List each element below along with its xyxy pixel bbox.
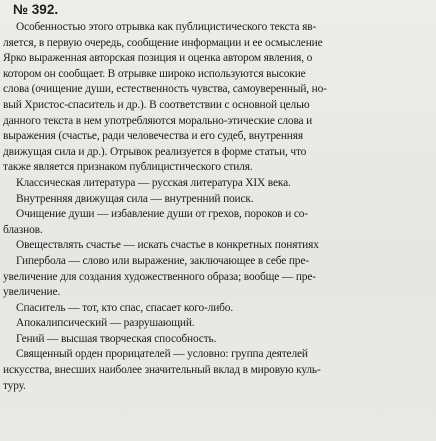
text-line: данного текста в нем употребляются морально-этические слова и — [3, 114, 313, 127]
text-line: котором он сообщает. В отрывке широко используются высокие — [3, 67, 306, 80]
text-line: Очищение души — избавление души от грехов, пороков и со- — [16, 208, 308, 221]
answer-text — [3, 20, 433, 394]
text-line: ляется, в первую очередь, сообщение информации и ее осмысление — [3, 36, 323, 49]
text-line: Гений — высшая творческая способность. — [16, 332, 217, 345]
text-line: Спаситель — тот, кто спас, спасает кого-либо. — [16, 301, 234, 314]
text-line: искусства, внесших наиболее значительный вклад в мировую куль- — [3, 364, 321, 377]
text-line: увеличение. — [3, 286, 61, 299]
text-line: Овеществлять счастье — искать счастье в конкретных понятиях — [16, 239, 319, 252]
text-line: вый Христос-спаситель и др.). В соответствии с основной целью — [3, 98, 310, 111]
text-line: также является признаком публицистического стиля. — [3, 161, 253, 174]
text-line: слова (очищение души, естественность чувства, самоуверенный, но- — [3, 83, 327, 96]
text-line: Внутренняя движущая сила — внутренний поиск. — [16, 192, 254, 205]
text-line: туру. — [3, 379, 26, 392]
exercise-number: № 392. — [13, 2, 59, 17]
text-line: блазнов. — [3, 223, 43, 236]
text-line: движущая сила и др.). Отрывок реализуется в форме статьи, что — [3, 145, 307, 158]
text-line: Апокалипсический — разрушающий. — [16, 317, 195, 330]
text-line: Священный орден прорицателей — условно: группа деятелей — [16, 348, 308, 361]
text-line: Особенностью этого отрывка как публицистического текста яв- — [16, 21, 317, 33]
text-line: выражения (счастье, ради человечества и его судеб, внутренняя — [3, 130, 303, 143]
text-line: увеличение для создания художественного образа; вообще — пре- — [3, 270, 316, 283]
text-line: Ярко выраженная авторская позиция и оценка автором явления, о — [3, 52, 313, 65]
text-line: Классическая литература — русская литература XIX века. — [16, 176, 291, 189]
text-line: Гипербола — слово или выражение, заключающее в себе пре- — [16, 254, 309, 267]
